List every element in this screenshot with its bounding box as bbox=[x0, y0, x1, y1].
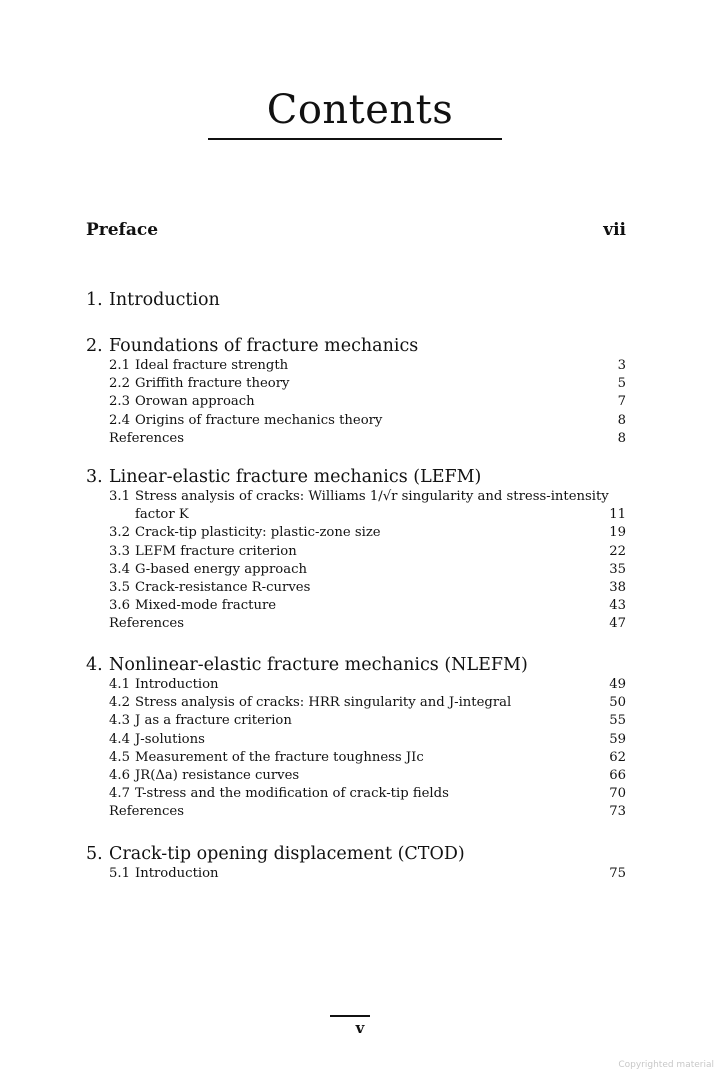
section-number: 4.5 bbox=[109, 749, 130, 765]
page-number: 5 bbox=[617, 376, 626, 392]
section-number: 3.3 bbox=[109, 543, 130, 559]
section-title: Introduction bbox=[135, 866, 219, 881]
section-title: G-based energy approach bbox=[135, 561, 307, 577]
toc-entry[interactable] bbox=[86, 524, 626, 542]
preface-label: Preface bbox=[86, 220, 159, 240]
section-number: 3.6 bbox=[109, 598, 130, 614]
page-number: 47 bbox=[609, 616, 626, 632]
section-title: Mixed-mode fracture bbox=[135, 598, 277, 614]
section-title: Introduction bbox=[135, 677, 219, 692]
copyright-watermark: Copyrighted material bbox=[618, 1060, 714, 1070]
section-title: Crack-tip plasticity: plastic-zone size bbox=[135, 525, 381, 541]
toc-entry[interactable] bbox=[86, 749, 626, 767]
title-underline bbox=[208, 138, 502, 140]
chapter-4 bbox=[86, 654, 626, 822]
page-number: 22 bbox=[609, 543, 626, 559]
section-number: 4.1 bbox=[109, 677, 130, 692]
section-title: References bbox=[109, 616, 184, 632]
section-number: 4.7 bbox=[109, 786, 130, 802]
chapter-title[interactable] bbox=[86, 654, 626, 676]
section-number: 2.4 bbox=[109, 412, 130, 428]
page-number: 7 bbox=[617, 394, 626, 410]
section-title: Measurement of the fracture toughness JIc bbox=[135, 749, 424, 765]
chapter-title-text: Nonlinear-elastic fracture mechanics (NLEFM) bbox=[109, 655, 528, 675]
section-title: Orowan approach bbox=[135, 394, 255, 410]
toc-entry[interactable] bbox=[86, 393, 626, 411]
section-title: Stress analysis of cracks: HRR singularity and J-integral bbox=[135, 695, 512, 711]
chapter-number: 1. bbox=[86, 290, 103, 310]
footer-rule bbox=[330, 1015, 370, 1017]
folio-page-number: v bbox=[355, 1019, 365, 1037]
chapter-title-text: Foundations of fracture mechanics bbox=[109, 336, 419, 356]
page-number: 49 bbox=[609, 677, 626, 692]
chapter-5 bbox=[86, 843, 626, 883]
toc-entry[interactable] bbox=[86, 676, 626, 694]
toc-entry[interactable] bbox=[86, 375, 626, 393]
toc-entry[interactable] bbox=[86, 488, 626, 506]
chapter-title[interactable] bbox=[86, 335, 626, 357]
chapter-title-text: Crack-tip opening displacement (CTOD) bbox=[109, 844, 465, 864]
chapter-3 bbox=[86, 466, 626, 634]
page-number: 73 bbox=[609, 804, 626, 820]
section-title: Griffith fracture theory bbox=[135, 376, 290, 392]
chapter-title[interactable] bbox=[86, 843, 626, 865]
toc-entry[interactable] bbox=[86, 357, 626, 375]
toc-entry[interactable] bbox=[86, 694, 626, 712]
section-number: 2.3 bbox=[109, 394, 130, 410]
preface-page: vii bbox=[603, 220, 626, 240]
page-number: 19 bbox=[609, 525, 626, 541]
page-number: 55 bbox=[609, 713, 626, 729]
toc-entry[interactable] bbox=[86, 865, 626, 883]
page-number: 3 bbox=[617, 358, 626, 373]
chapter-1 bbox=[86, 289, 626, 311]
page-number: 8 bbox=[617, 430, 626, 446]
chapter-title-text: Linear-elastic fracture mechanics (LEFM) bbox=[109, 467, 482, 487]
toc-entry-references[interactable] bbox=[86, 615, 626, 633]
toc-preface[interactable] bbox=[86, 219, 626, 241]
toc-entry[interactable] bbox=[86, 579, 626, 597]
page-number: 35 bbox=[609, 561, 626, 577]
page-number: 38 bbox=[609, 580, 626, 596]
chapter-title-text: Introduction bbox=[109, 290, 220, 310]
page-number: 75 bbox=[609, 866, 626, 881]
toc-entry[interactable] bbox=[86, 543, 626, 561]
section-number: 2.1 bbox=[109, 358, 130, 373]
section-title: LEFM fracture criterion bbox=[135, 543, 297, 559]
section-number: 3.1 bbox=[109, 489, 130, 504]
page-number: 50 bbox=[609, 695, 626, 711]
toc-entry[interactable] bbox=[86, 767, 626, 785]
section-number: 4.3 bbox=[109, 713, 130, 729]
chapter-number: 2. bbox=[86, 336, 103, 356]
toc-entry-references[interactable] bbox=[86, 430, 626, 448]
page-number: 11 bbox=[609, 507, 626, 523]
section-title: References bbox=[109, 804, 184, 820]
toc-entry[interactable] bbox=[86, 712, 626, 730]
section-number: 4.4 bbox=[109, 731, 130, 747]
page-number: 70 bbox=[609, 786, 626, 802]
section-title: Ideal fracture strength bbox=[135, 358, 289, 373]
page-number: 8 bbox=[617, 412, 626, 428]
section-number: 4.6 bbox=[109, 768, 130, 784]
toc-entry-references[interactable] bbox=[86, 803, 626, 821]
chapter-title[interactable] bbox=[86, 289, 626, 311]
section-number: 5.1 bbox=[109, 866, 130, 881]
chapter-number: 3. bbox=[86, 467, 103, 487]
section-number: 3.4 bbox=[109, 561, 130, 577]
toc-entry[interactable] bbox=[86, 785, 626, 803]
toc-entry[interactable] bbox=[86, 731, 626, 749]
section-number: 3.2 bbox=[109, 525, 130, 541]
page-number: 59 bbox=[609, 731, 626, 747]
page-number: 66 bbox=[609, 768, 626, 784]
chapter-2 bbox=[86, 335, 626, 448]
section-title: J-solutions bbox=[135, 731, 205, 747]
section-number: 2.2 bbox=[109, 376, 130, 392]
section-title: JR(Δa) resistance curves bbox=[135, 768, 300, 784]
section-title-continued: factor K bbox=[135, 507, 189, 523]
section-title: T-stress and the modification of crack-tip fields bbox=[135, 786, 449, 802]
section-title: References bbox=[109, 430, 184, 446]
page-title: Contents bbox=[266, 87, 454, 133]
toc-entry-continuation[interactable] bbox=[86, 506, 626, 524]
page-number: 43 bbox=[609, 598, 626, 614]
section-number: 3.5 bbox=[109, 580, 130, 596]
toc-entry[interactable] bbox=[86, 561, 626, 579]
chapter-number: 4. bbox=[86, 655, 103, 675]
section-title: J as a fracture criterion bbox=[135, 713, 292, 729]
section-title: Stress analysis of cracks: Williams 1/√r singularity and stress-intensity bbox=[135, 489, 609, 504]
toc-entry[interactable] bbox=[86, 597, 626, 615]
toc-entry[interactable] bbox=[86, 412, 626, 430]
page-number: 62 bbox=[609, 749, 626, 765]
section-title: Crack-resistance R-curves bbox=[135, 580, 311, 596]
section-number: 4.2 bbox=[109, 695, 130, 711]
chapter-number: 5. bbox=[86, 844, 103, 864]
chapter-title[interactable] bbox=[86, 466, 626, 488]
section-title: Origins of fracture mechanics theory bbox=[135, 412, 383, 428]
